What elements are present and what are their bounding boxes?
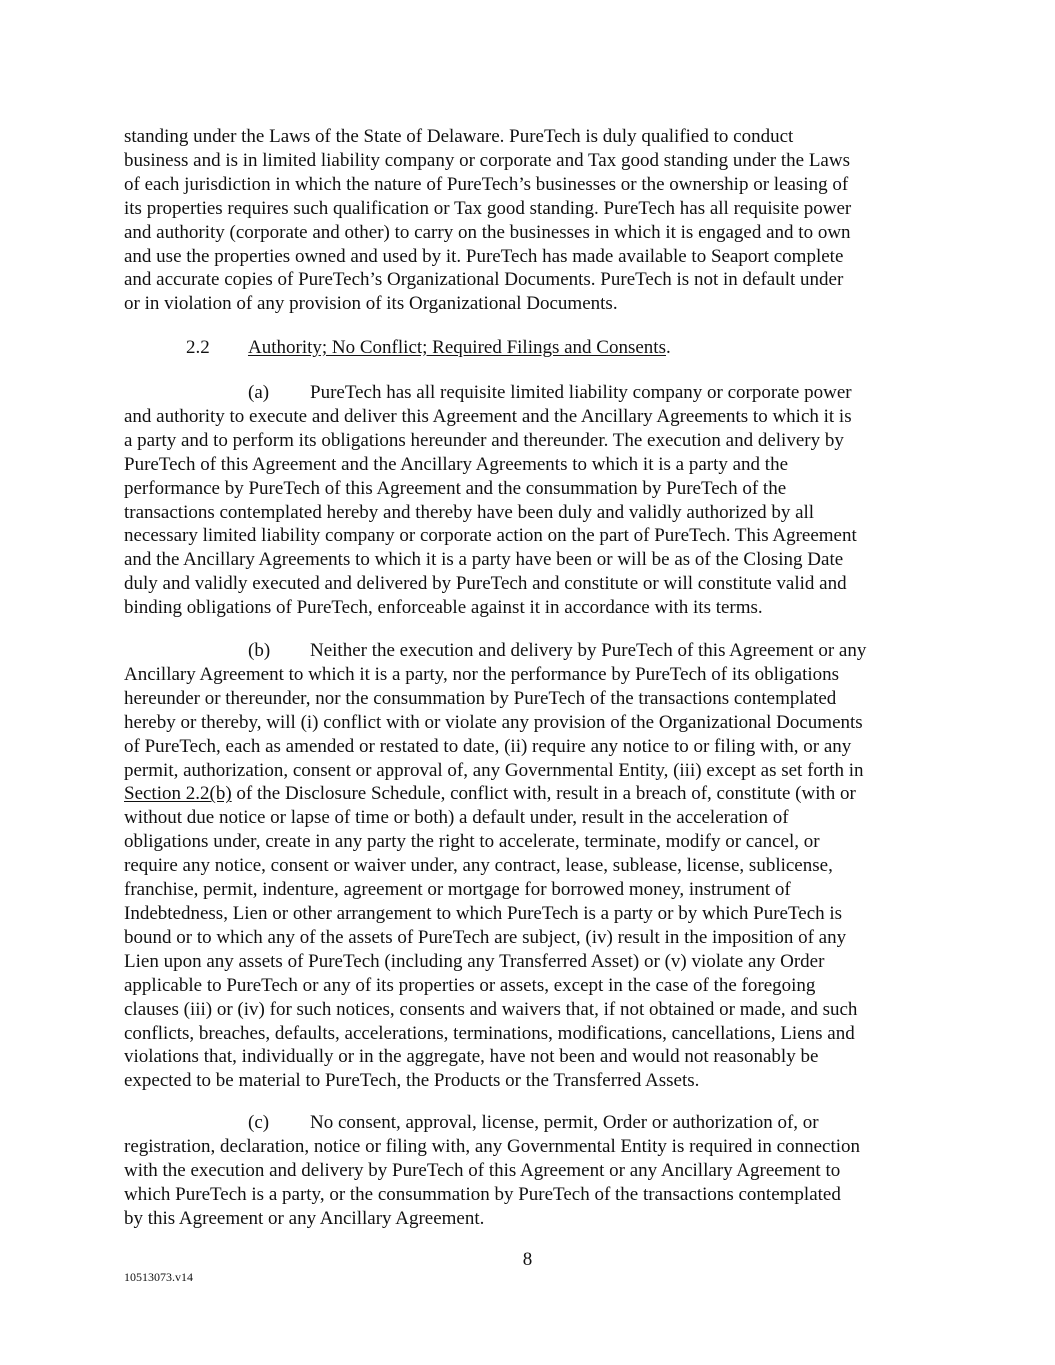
paragraph-b: [124, 639, 934, 1093]
paragraph-c: [124, 1111, 934, 1231]
page-number: 8: [522, 1249, 533, 1270]
section-heading: [186, 336, 671, 360]
paragraph-c-label: (c): [248, 1112, 270, 1133]
section-title-period: .: [665, 337, 671, 358]
paragraph-b-label: (b): [248, 640, 271, 661]
paragraph-a: [124, 381, 934, 620]
paragraph-intro: [124, 125, 934, 316]
section-number: 2.2: [186, 337, 210, 358]
paragraph-c-text: No consent, approval, license, permit, Order or authorization of, or registration, declaration, notice or filing with, any Governmental Entity is required in connection with the execution and delivery by PureTech of this Agreement or any Ancillary Agreement to which PureTech is a party, or the consummation by PureTech of the transactions contemplated by this Agreement or any Ancillary Agreement.: [124, 1112, 861, 1229]
section-title: Authority; No Conflict; Required Filings and Consents: [248, 337, 666, 358]
paragraph-a-text: PureTech has all requisite limited liability company or corporate power and authority to execute and deliver this Agreement and the Ancillary Agreements to which it is a party and to perform its obligations hereunder and thereunder. The execution and delivery by PureTech of this Agreement and the Ancillary Agreements to which it is a party and the performance by PureTech of this Agreement and the consummation by PureTech of the transactions contemplated hereby and thereby have been duly and validly authorized by all necessary limited liability company or corporate action on the part of PureTech. This Agreement and the Ancillary Agreements to which it is a party have been or will be as of the Closing Date duly and validly executed and delivered by PureTech and constitute or will constitute valid and binding obligations of PureTech, enforceable against it in accordance with its terms.: [124, 382, 857, 619]
section-reference-link: Section 2.2(b): [124, 783, 232, 805]
paragraph-b-text-2: of the Disclosure Schedule, conflict with, result in a breach of, constitute (with or without due notice or lapse of time or both) a default under, result in the acceleration of obligations under, create in any party the right to accelerate, terminate, modify or cancel, or require any notice, consent or waiver under, any contract, lease, sublease, license, sublicense, franchise, permit, indenture, agreement or mortgage for borrowed money, instrument of Indebtedness, Lien or other arrangement to which PureTech is a party or by which PureTech is bound or to which any of the assets of PureTech are subject, (iv) result in the imposition of any Lien upon any assets of PureTech (including any Transferred Asset) or (v) violate any Order applicable to PureTech or any of its properties or assets, except in the case of the foregoing clauses (iii) or (iv) for such notices, consents and waivers that, if not obtained or made, and such conflicts, breaches, defaults, accelerations, terminations, modifications, cancellations, Liens and violations that, individually or in the aggregate, have not been and would not reasonably be expected to be material to PureTech, the Products or the Transferred Assets.: [124, 783, 858, 1092]
paragraph-b-text-1: Neither the execution and delivery by PureTech of this Agreement or any Ancillary Agreement to which it is a party, nor the performance by PureTech of its obligations hereunder or thereunder, nor the consummation by PureTech of the transactions contemplated hereby or thereby, will (i) conflict with or violate any provision of the Organizational Documents of PureTech, each as amended or restated to date, (ii) require any notice to or filing with, or any permit, authorization, consent or approval of, any Governmental Entity, (iii) except as set forth in: [124, 640, 867, 781]
paragraph-intro-text: standing under the Laws of the State of Delaware. PureTech is duly qualified to conduct business and is in limited liability company or corporate and Tax good standing under the Laws of each jurisdiction in which the nature of PureTech’s businesses or the ownership or leasing of its properties requires such qualification or Tax good standing. PureTech has all requisite power and authority (corporate and other) to carry on the businesses in which it is engaged and to own and use the properties owned and used by it. PureTech has made available to Seaport complete and accurate copies of PureTech’s Organizational Documents. PureTech is not in default under or in violation of any provision of its Organizational Documents.: [124, 126, 852, 315]
document-id: 10513073.v14: [124, 1270, 193, 1284]
paragraph-a-label: (a): [248, 382, 270, 403]
